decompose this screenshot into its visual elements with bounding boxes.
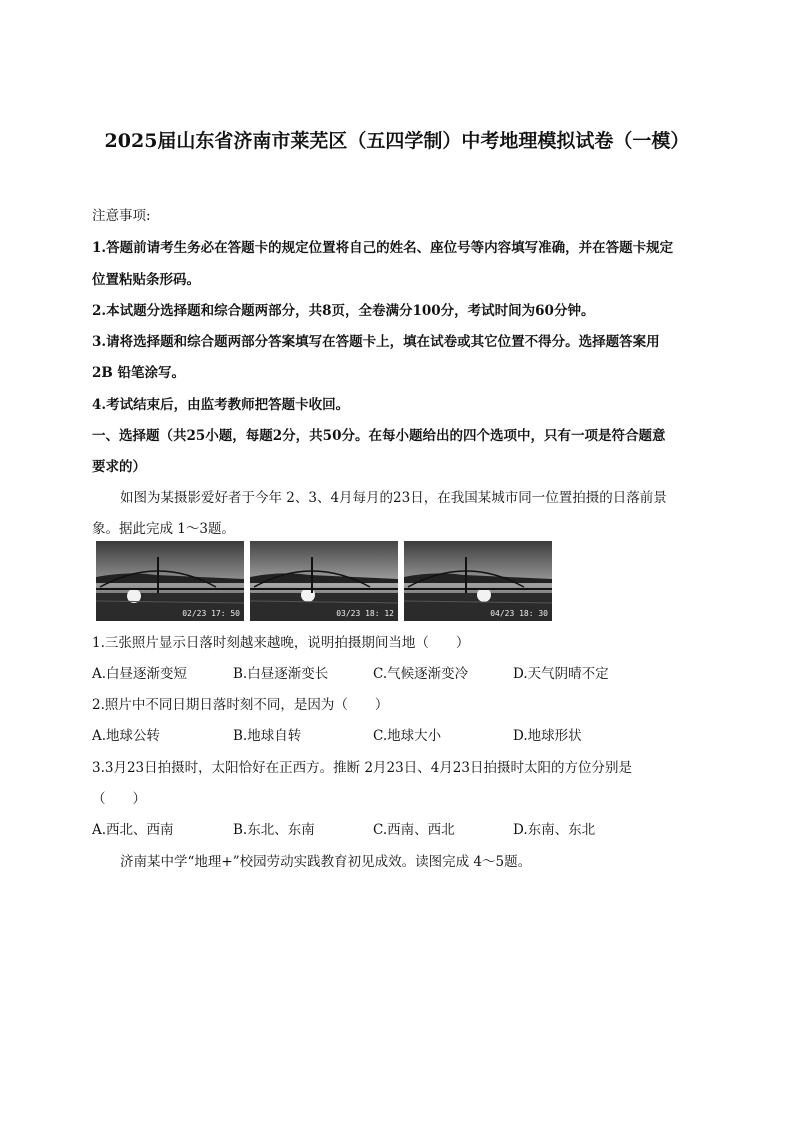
notice-item-2: 2.本试题分选择题和综合题两部分，共8页，全卷满分100分，考试时间为60分钟。	[92, 303, 595, 319]
intro-text-2: 济南某中学“地理+”校园劳动实践教育初见成效。读图完成 4～5题。	[120, 854, 532, 870]
photo-timestamp: 03/23 18: 12	[336, 609, 394, 618]
question-2-option-c: C.地球大小	[373, 728, 442, 744]
notice-item-3-cont: 2B 铅笔涂写。	[92, 365, 186, 381]
question-3-stem-cont: （ ）	[92, 791, 146, 807]
intro-text-cont: 象。据此完成 1～3题。	[92, 521, 235, 537]
section-heading: 一、选择题（共25小题，每题2分，共50分。在每小题给出的四个选项中，只有一项是符合题意	[92, 428, 666, 444]
question-1-option-c: C.气候逐渐变冷	[373, 666, 469, 682]
intro-text: 如图为某摄影爱好者于今年 2、3、4月每月的23日，在我国某城市同一位置拍摄的日落前景	[120, 490, 667, 506]
question-2-option-a: A.地球公转	[92, 728, 161, 744]
notice-item-1: 1.答题前请考生务必在答题卡的规定位置将自己的姓名、座位号等内容填写准确，并在答题卡规定	[92, 240, 674, 256]
question-2-option-d: D.地球形状	[513, 728, 582, 744]
sunset-photo	[404, 541, 552, 621]
notice-item-3: 3.请将选择题和综合题两部分答案填写在答题卡上，填在试卷或其它位置不得分。选择题答案用	[92, 334, 660, 350]
question-1-option-a: A.白昼逐渐变短	[92, 666, 188, 682]
question-1-option-d: D.天气阴晴不定	[513, 666, 609, 682]
question-2-option-b: B.地球自转	[233, 728, 302, 744]
question-3-option-b: B.东北、东南	[233, 822, 315, 838]
question-3-option-a: A.西北、西南	[92, 822, 174, 838]
question-3-option-d: D.东南、东北	[513, 822, 596, 838]
notice-item-4: 4.考试结束后，由监考教师把答题卡收回。	[92, 397, 350, 413]
question-1-stem: 1.三张照片显示日落时刻越来越晚，说明拍摄期间当地（ ）	[92, 635, 470, 651]
section-heading-cont: 要求的）	[92, 459, 146, 475]
notice-item-1-cont: 位置粘贴条形码。	[92, 272, 200, 288]
photo-timestamp: 04/23 18: 30	[490, 609, 548, 618]
question-3-stem: 3.3月23日拍摄时，太阳恰好在正西方。推断 2月23日、4月23日拍摄时太阳的方位分别是	[92, 760, 632, 776]
question-3-option-c: C.西南、西北	[373, 822, 455, 838]
photo-timestamp: 02/23 17: 50	[182, 609, 240, 618]
notice-heading: 注意事项:	[92, 208, 151, 224]
question-2-stem: 2.照片中不同日期日落时刻不同，是因为（ ）	[92, 697, 389, 713]
sunset-photo	[250, 541, 398, 621]
question-1-option-b: B.白昼逐渐变长	[233, 666, 329, 682]
page-title: 2025届山东省济南市莱芜区（五四学制）中考地理模拟试卷（一模）	[104, 130, 690, 152]
sunset-photo	[96, 541, 244, 621]
